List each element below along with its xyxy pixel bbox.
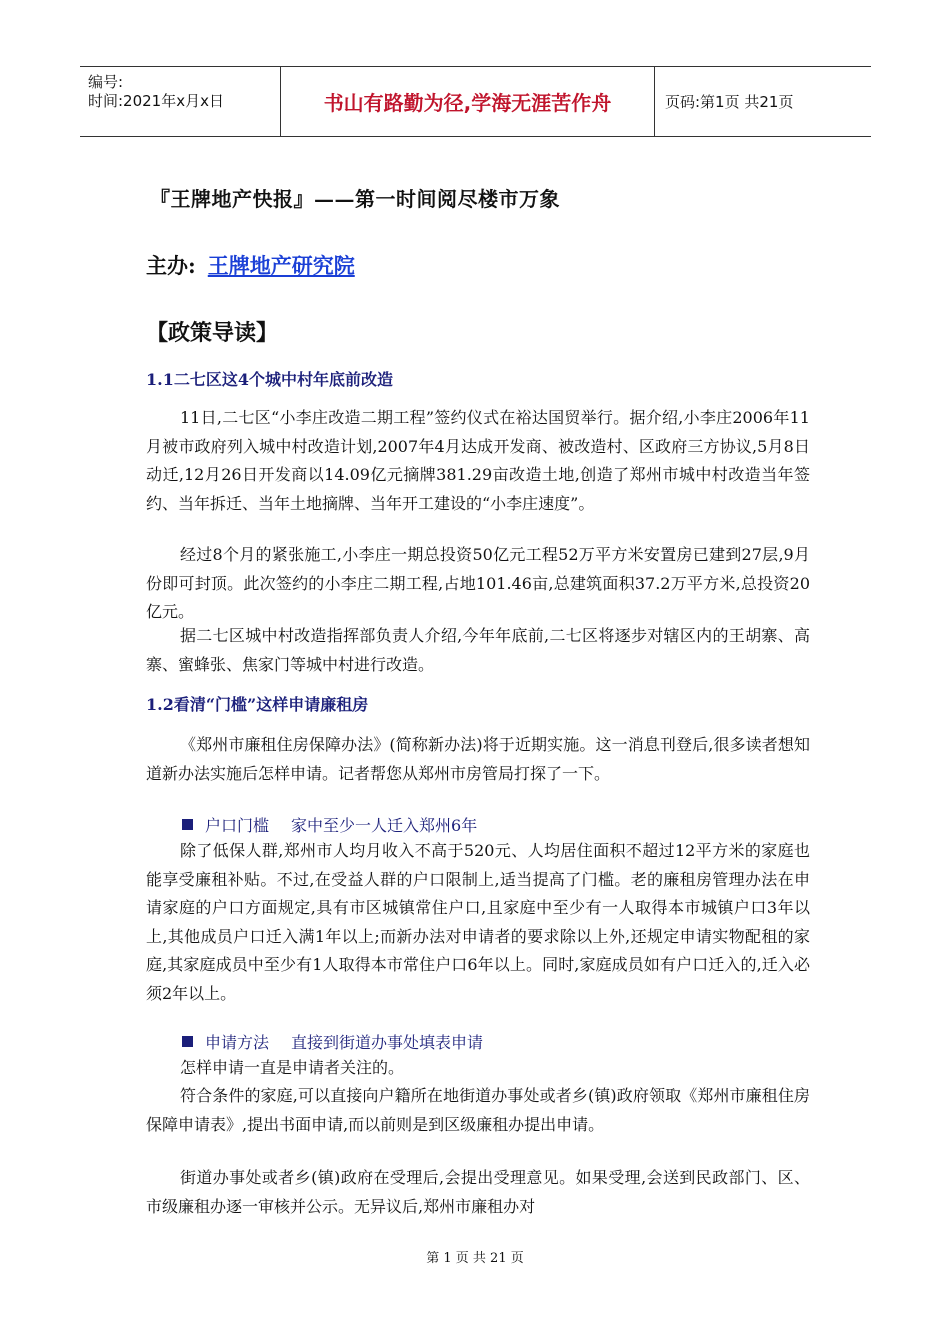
date-label: 时间:2021年x月x日: [88, 92, 224, 110]
sponsor-label: 主办:: [146, 253, 196, 278]
article1-paragraph-3: 据二七区城中村改造指挥部负责人介绍,今年年底前,二七区将逐步对辖区内的王胡寨、高寨、蜜蜂张、焦家门等城中村进行改造。: [146, 626, 810, 674]
article1-paragraph-1: 11日,二七区“小李庄改造二期工程”签约仪式在裕达国贸举行。据介绍,小李庄2006年11月被市政府列入城中村改造计划,2007年4月达成开发商、被改造村、区政府三方协议,5月8日动迁,12月26日开发商以14.09亿元摘牌381.29亩改造土地,创造了郑州市城中村改造当年签约、当年拆迁、当年土地摘牌、当年开工建设的“小李庄速度”。: [146, 408, 810, 513]
square-bullet-icon: [182, 819, 193, 830]
number-label: 编号:: [88, 73, 124, 91]
bullet-text: 直接到街道办事处填表申请: [291, 1033, 484, 1052]
sponsor-link[interactable]: 王牌地产研究院: [207, 253, 355, 278]
article2-paragraph-3: 符合条件的家庭,可以直接向户籍所在地街道办事处或者乡(镇)政府领取《郑州市廉租住房保障申请表》,提出书面申请,而以前则是到区级廉租办提出申请。: [146, 1086, 810, 1134]
bullet-label: 申请方法: [205, 1033, 270, 1052]
article2-paragraph-4: 街道办事处或者乡(镇)政府在受理后,会提出受理意见。如果受理,会送到民政部门、区、市级廉租办逐一审核并公示。无异议后,郑州市廉租办对: [146, 1168, 810, 1216]
header-meta: [80, 67, 280, 136]
bullet-household-threshold: [182, 813, 477, 836]
article2-paragraph-1: 除了低保人群,郑州市人均月收入不高于520元、人均居住面积不超过12平方米的家庭也能享受廉租补贴。不过,在受益人群的户口限制上,适当提高了门槛。老的廉租房管理办法在申请家庭的户口方面规定,具有市区城镇常住户口,且家庭中至少有一人取得本市城镇户口3年以上,其他成员户口迁入满1年以上;而新办法对申请者的要求除以上外,还规定申请实物配租的家庭,其家庭成员中至少有1人取得本市常住户口6年以上。同时,家庭成员如有户口迁入的,迁入必须2年以上。: [146, 841, 810, 1003]
section-heading: 【政策导读】: [146, 320, 279, 346]
page-footer: 第 1 页 共 21 页: [426, 1251, 524, 1266]
article1-heading: 1.1二七区这4个城中村年底前改造: [146, 370, 393, 389]
sponsor-line: [146, 250, 355, 280]
header-motto: 书山有路勤为径,学海无涯苦作舟: [280, 67, 655, 136]
bullet-text: 家中至少一人迁入郑州6年: [291, 816, 478, 835]
article2-paragraph-2: 怎样申请一直是申请者关注的。: [180, 1058, 405, 1077]
bullet-application-method: [182, 1030, 483, 1053]
bullet-label: 户口门槛: [205, 816, 270, 835]
square-bullet-icon: [182, 1036, 193, 1047]
article1-paragraph-2: 经过8个月的紧张施工,小李庄一期总投资50亿元工程52万平方米安置房已建到27层,9月份即可封顶。此次签约的小李庄二期工程,占地101.46亩,总建筑面积37.2万平方米,总投资20亿元。: [146, 545, 810, 621]
document-header: [80, 66, 871, 137]
article2-heading: 1.2看清“门槛”这样申请廉租房: [146, 695, 369, 714]
article2-intro: 《郑州市廉租住房保障办法》(简称新办法)将于近期实施。这一消息刊登后,很多读者想知道新办法实施后怎样申请。记者帮您从郑州市房管局打探了一下。: [146, 735, 810, 783]
report-title: 『王牌地产快报』——第一时间阅尽楼市万象: [150, 187, 560, 211]
header-page-info: 页码:第1页 共21页: [665, 93, 794, 111]
